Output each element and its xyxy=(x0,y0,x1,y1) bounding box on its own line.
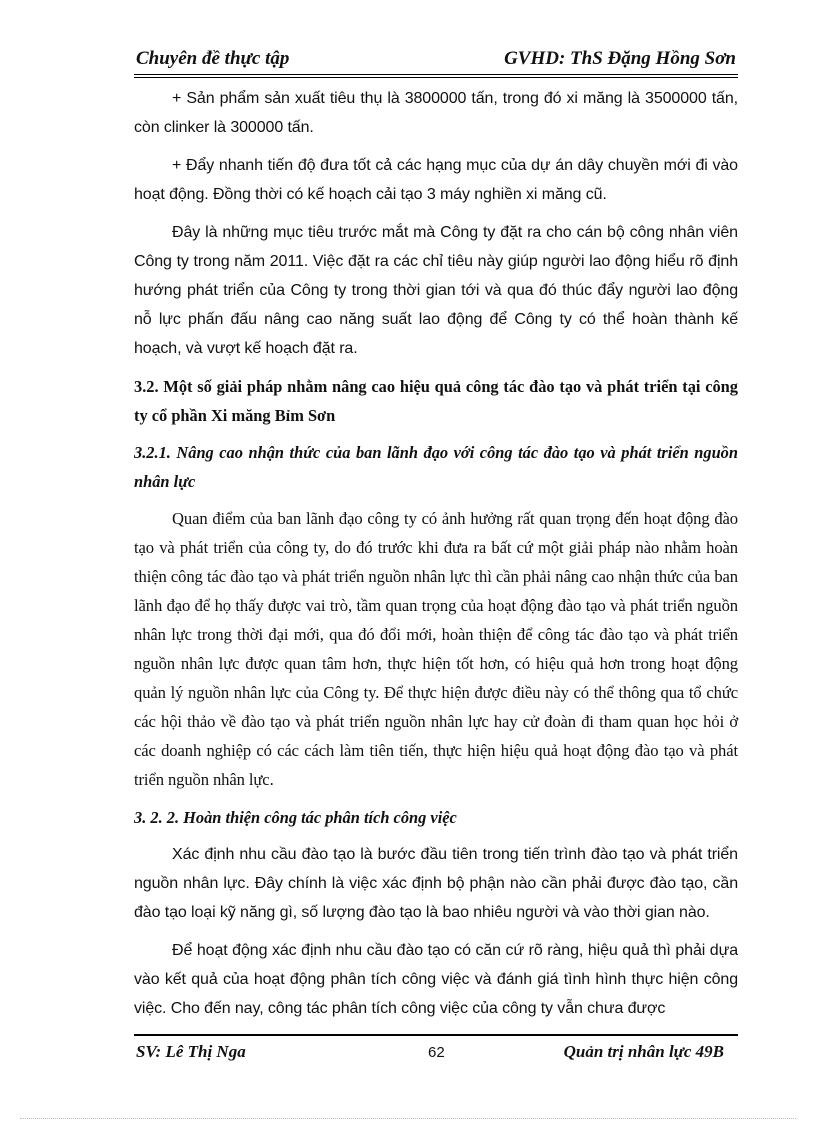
section-heading-3-2: 3.2. Một số giải pháp nhằm nâng cao hiệu quả công tác đào tạo và phát triển tại công ty cổ phần Xi măng Bỉm Sơn xyxy=(134,377,738,425)
paragraph-product-target: + Sản phẩm sản xuất tiêu thụ là 3800000 tấn, trong đó xi măng là 3500000 tấn, còn clinker là 300000 tấn. xyxy=(134,90,738,136)
footer-major: Quản trị nhân lực 49B xyxy=(563,1042,724,1061)
page-footer xyxy=(134,1034,738,1066)
page-header xyxy=(134,46,738,78)
paragraph-leadership-awareness: Quan điểm của ban lãnh đạo công ty có ảnh hưởng rất quan trọng đến hoạt động đào tạo và phát triển của công ty, do đó trước khi đưa ra bất cứ một giải pháp nào nhằm hoàn thiện công tác đào tạo và phát triển nguồn nhân lực thì cần phải nâng cao nhận thức của ban lãnh đạo để họ thấy được vai trò, tầm quan trọng của hoạt động đào tạo và phát triển nguồn nhân lực trong thời đại mới, qua đó đổi mới, hoàn thiện để công tác đào tạo và phát triển nguồn nhân lực được quan tâm hơn, thực hiện tốt hơn, có hiệu quả hơn trong hoạt động quản lý nguồn nhân lực của Công ty. Để thực hiện được điều này có thể thông qua tổ chức các hội thảo về đào tạo và phát triển nguồn nhân lực hay cử đoàn đi tham quan học hỏi ở các doanh nghiệp có các cách làm tiên tiến, thực hiện hiệu quả hoạt động đào tạo và phát triển nguồn nhân lực. xyxy=(134,509,738,789)
footer-student: SV: Lê Thị Nga xyxy=(136,1042,246,1061)
section-heading-3-2-1: 3.2.1. Nâng cao nhận thức của ban lãnh đạo với công tác đào tạo và phát triển nguồn nhân lực xyxy=(134,443,738,491)
paragraph-job-analysis: Để hoạt động xác định nhu cầu đào tạo có căn cứ rõ ràng, hiệu quả thì phải dựa vào kết quả của hoạt động phân tích công việc và đánh giá tình hình thực hiện công việc. Cho đến nay, công tác phân tích công việc của công ty vẫn chưa được xyxy=(134,942,738,1017)
header-supervisor: GVHD: ThS Đặng Hồng Sơn xyxy=(504,48,736,69)
paragraph-training-needs: Xác định nhu cầu đào tạo là bước đầu tiên trong tiến trình đào tạo và phát triển nguồn nhân lực. Đây chính là việc xác định bộ phận nào cần phải được đào tạo, cần đào tạo loại kỹ năng gì, số lượng đào tạo là bao nhiêu người và vào thời gian nào. xyxy=(134,846,738,921)
header-title: Chuyên đề thực tập xyxy=(136,48,290,69)
section-heading-3-2-2: 3. 2. 2. Hoàn thiện công tác phân tích công việc xyxy=(134,808,457,827)
paragraph-project-progress: + Đẩy nhanh tiến độ đưa tốt cả các hạng mục của dự án dây chuyền mới đi vào hoạt động. Đồng thời có kế hoạch cải tạo 3 máy nghiền xi măng cũ. xyxy=(134,157,738,203)
page-number: 62 xyxy=(428,1044,445,1061)
page-body xyxy=(134,84,738,1032)
paragraph-goals: Đây là những mục tiêu trước mắt mà Công ty đặt ra cho cán bộ công nhân viên Công ty trong năm 2011. Việc đặt ra các chỉ tiêu này giúp người lao động hiểu rõ định hướng phát triển của Công ty trong thời gian tới và qua đó thúc đẩy người lao động nỗ lực phấn đấu nâng cao năng suất lao động để Công ty có thể hoàn thành kế hoạch, và vượt kế hoạch đặt ra. xyxy=(134,224,738,357)
page-break-line xyxy=(20,1118,796,1119)
